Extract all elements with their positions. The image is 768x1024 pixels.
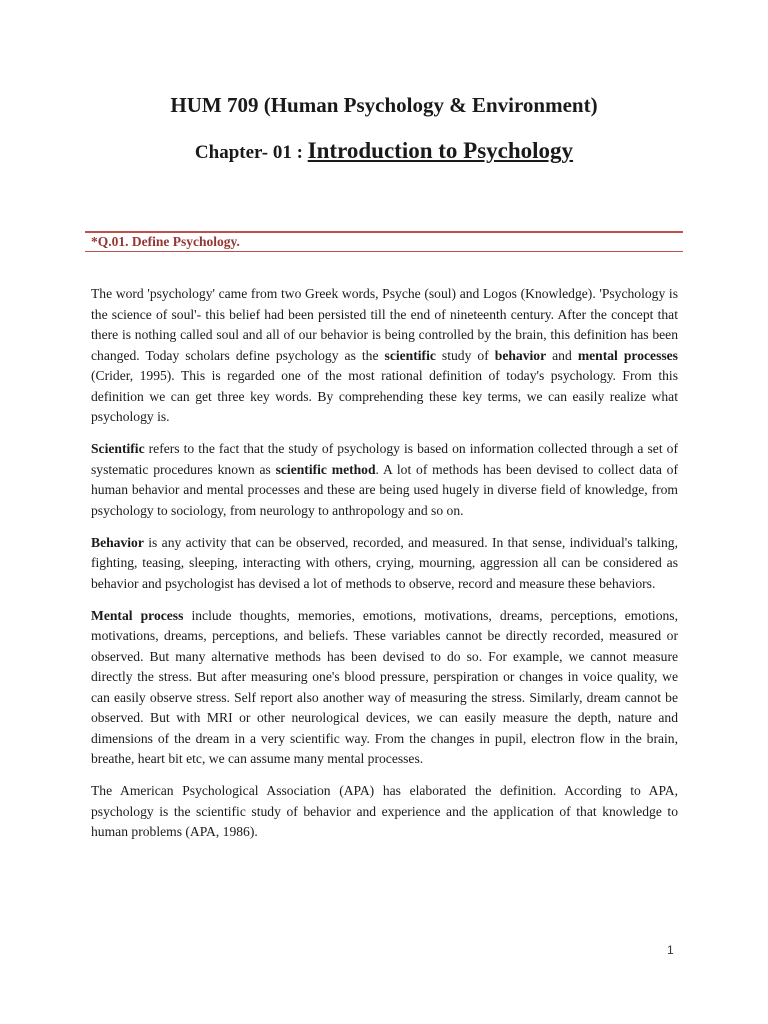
page-number: 1 [667, 943, 674, 957]
question-label: *Q.01. Define Psychology. [91, 234, 240, 249]
text-run: refers to the fact that the study of psychology is based on information collected through a set of systematic procedures known as [91, 441, 678, 477]
term-behavior: Behavior [91, 534, 144, 550]
paragraph-psychology-definition [91, 284, 678, 428]
text-run: study of [435, 347, 495, 363]
term-scientific: Scientific [91, 441, 145, 456]
text-run: include thoughts, memories, emotions, motivations, dreams, perceptions, emotions, motivations, dreams, perceptions, and beliefs. These variables cannot be directly recorded, measured or observed. But many alternative methods has been devised to do so. For example, we cannot measure directly the stress. But after measuring one's blood pressure, perspiration or changes in voice quality, we can easily observe stress. Self report also another way of measuring the stress. Similarly, dream cannot be observed. But with MRI or other neurological devices, we can easily measure the depth, nature and dimensions of the dream in a very scientific way. From the changes in pupil, electron flow in the brain, breathe, heart bit etc, we can assume many mental processes. [91, 607, 678, 766]
paragraph-behavior [91, 533, 678, 595]
text-run: is any activity that can be observed, recorded, and measured. In that sense, individual's talking, fighting, teasing, sleeping, interacting with others, crying, mourning, aggression all can be considered as behavior and psychologist has devised a lot of methods to observe, record and measure these behaviors. [91, 534, 678, 591]
chapter-heading [0, 138, 768, 164]
text-run: (Crider, 1995). This is regarded one of the most rational definition of today's psychology. From this definition we can get three key words. By comprehending these key terms, we can easily realize what psychology is. [91, 368, 678, 424]
paragraph-scientific [91, 439, 678, 521]
chapter-title: Introduction to Psychology [307, 138, 574, 163]
text-run: and [546, 347, 578, 363]
text-run: The word 'psychology' came from two Greek words, Psyche (soul) and Logos (Knowledge). 'Psychology is the science of soul'- this belief had been persisted till the end of nineteenth century. After the concept that there is nothing called soul and all of our behavior is being controlled by the brain, this definition has been changed. Today scholars define psychology as the [91, 286, 678, 363]
term-mental-processes: mental processes [577, 347, 678, 363]
text-run: . A lot of methods has been devised to collect data of human behavior and mental processes and these are being used hugely in diverse field of knowledge, from psychology to sociology, from neurology to anthropology and so on. [91, 461, 678, 518]
body-text [91, 284, 678, 854]
term-mental-process: Mental process [91, 607, 184, 623]
text-run: The American Psychological Association (APA) has elaborated the definition. According to APA, psychology is the scientific study of behavior and experience and the application of that knowledge to human problems (APA, 1986). [91, 783, 678, 839]
course-title: HUM 709 (Human Psychology & Environment) [170, 93, 598, 117]
paragraph-apa-definition [91, 781, 678, 843]
term-scientific: scientific [384, 347, 436, 363]
term-behavior: behavior [494, 347, 547, 363]
term-scientific-method: scientific method [275, 461, 376, 477]
question-heading-box [85, 231, 683, 252]
paragraph-mental-process [91, 606, 678, 770]
chapter-prefix: Chapter- 01 : [194, 142, 308, 163]
